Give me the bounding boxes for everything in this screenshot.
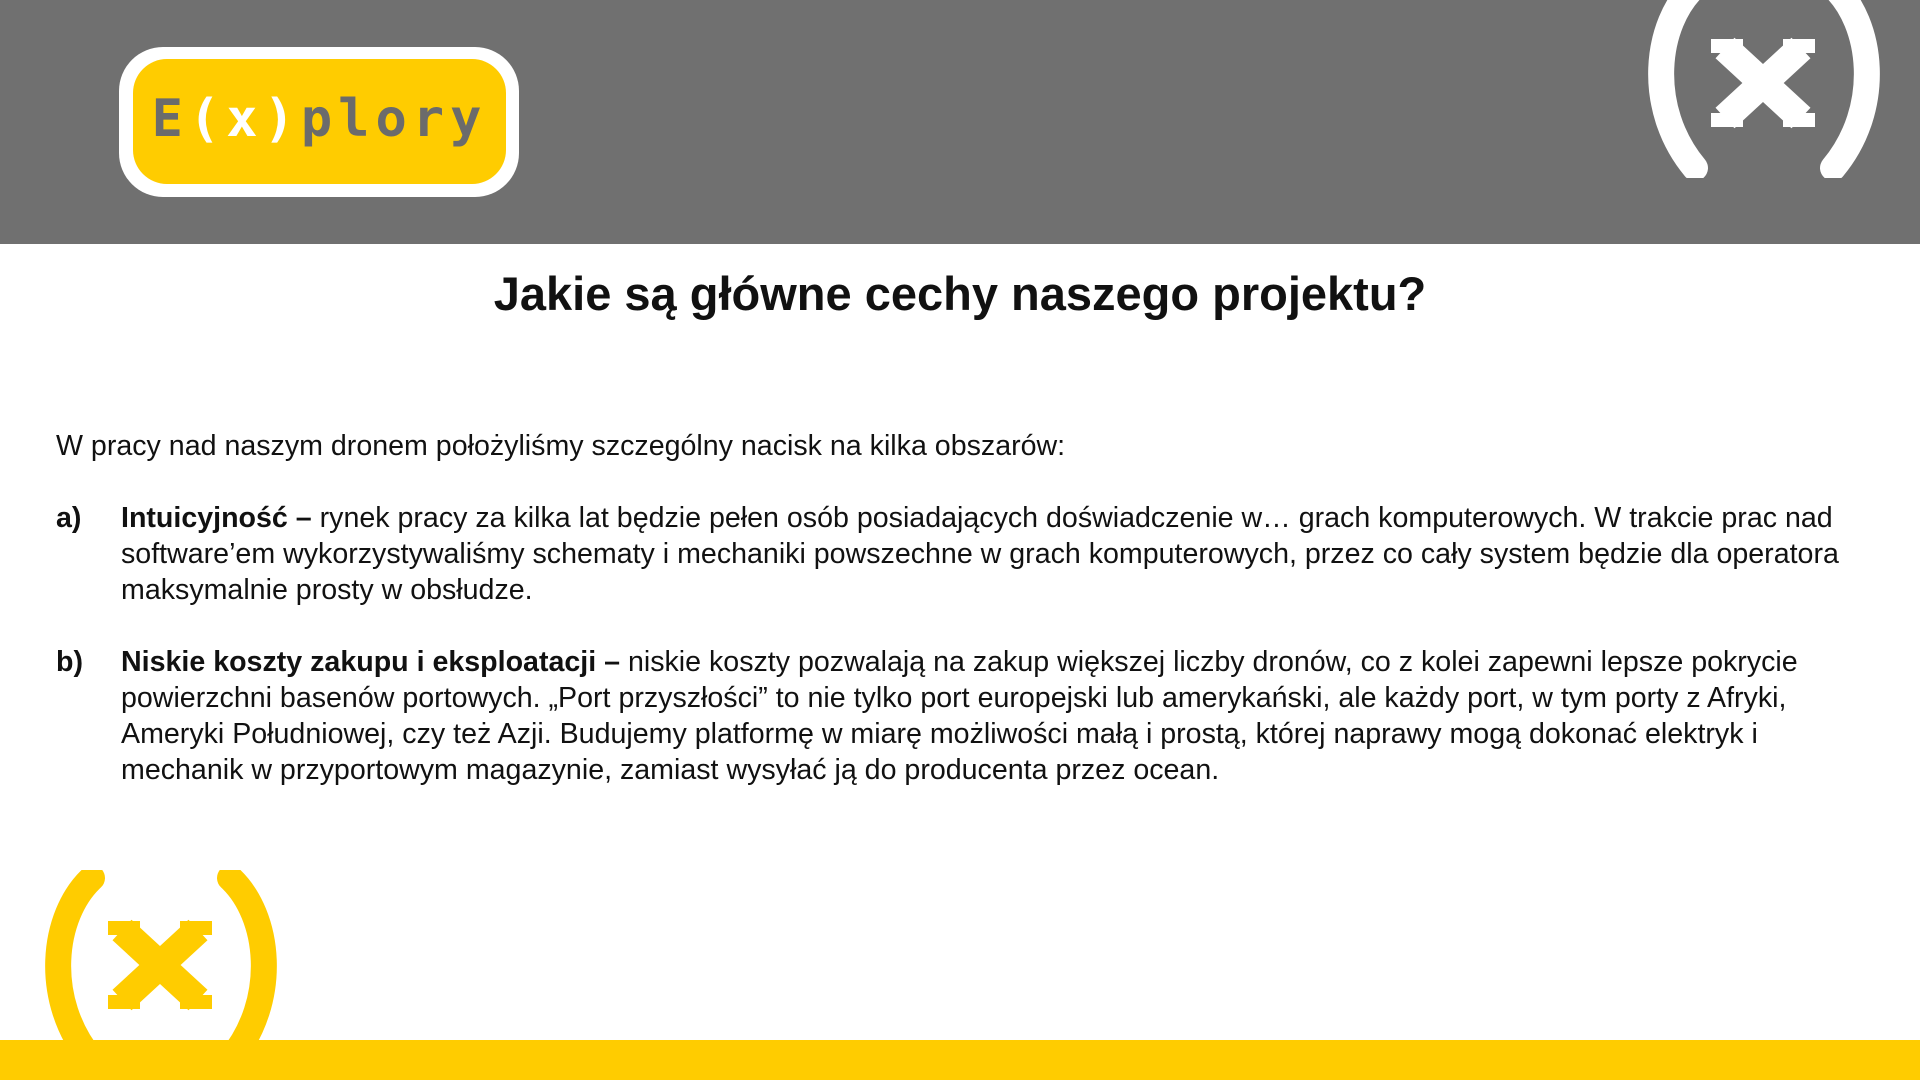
list-item-body (121, 644, 1886, 788)
list-item-heading: Intuicyjność – (121, 502, 312, 534)
intro-text: W pracy nad naszym dronem położyliśmy szczególny nacisk na kilka obszarów: (56, 430, 1066, 462)
list-item (56, 500, 1886, 608)
logo-paren-close: ) (263, 88, 301, 149)
logo-text (152, 89, 488, 149)
list-item (56, 644, 1886, 788)
parenthesized-x-icon (1633, 0, 1895, 178)
list-item-text: niskie koszty pozwalają na zakup większej liczby dronów, co z kolei zapewni lepsze pokrycie powierzchni basenów portowych. „Port przyszłości” to nie tylko port europejski lub amerykański, ale każdy port, w tym porty z Afryki, Ameryki Południowej, czy też Azji. Budujemy platformę w miarę możliwości małą i prostą, której naprawy mogą dokonać elektryk i mechanik w przyportowym magazynie, zamiast wysyłać ją do producenta przez ocean. (121, 646, 1798, 786)
list-item-text: rynek pracy za kilka lat będzie pełen osób posiadających doświadczenie w… grach komputerowych. W trakcie prac nad software’em wykorzystywaliśmy schematy i mechaniki powszechne w grach komputerowych, przez co cały system będzie dla operatora maksymalnie prosty w obsłudze. (121, 502, 1839, 606)
logo-x: x (226, 88, 264, 149)
logo-suffix: plory (300, 88, 488, 149)
logo (133, 59, 506, 184)
list-marker: b) (56, 646, 83, 678)
logo-paren-open: ( (188, 88, 227, 149)
list-item-body (121, 500, 1886, 608)
list-marker: a) (56, 502, 82, 534)
page-title: Jakie są główne cechy naszego projektu? (493, 267, 1427, 320)
logo-prefix: E (151, 88, 189, 149)
footer-band (0, 1040, 1920, 1080)
content (56, 428, 1886, 824)
list-item-heading: Niskie koszty zakupu i eksploatacji – (121, 646, 621, 678)
